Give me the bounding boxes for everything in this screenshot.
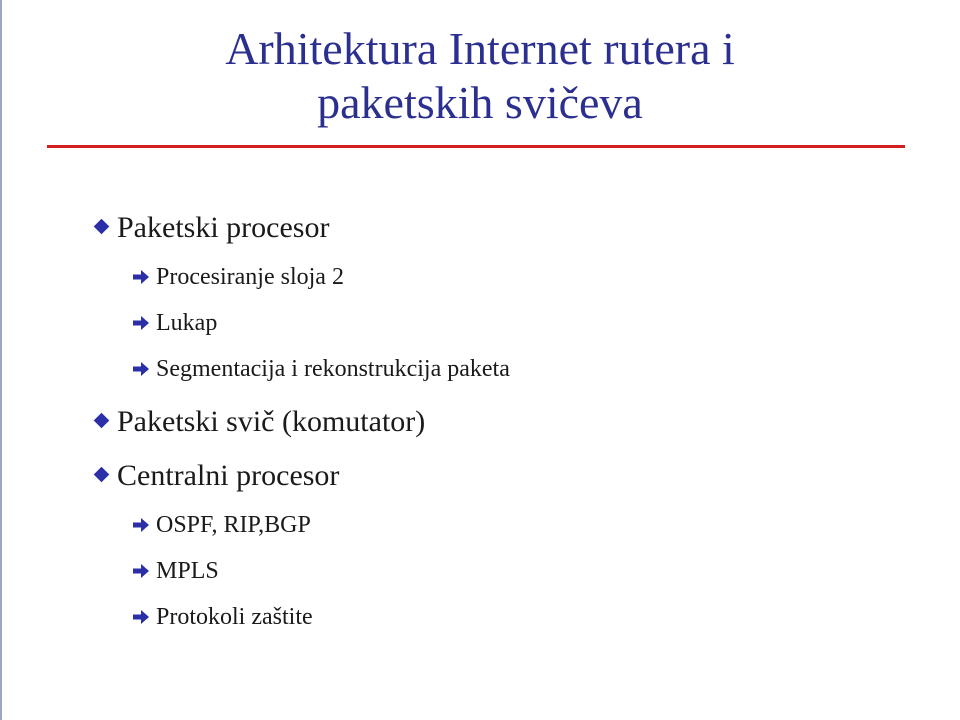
bullet-text: Paketski procesor bbox=[117, 211, 330, 244]
diamond-bullet-icon bbox=[94, 219, 110, 235]
slide-title-line-1: Arhitektura Internet rutera i bbox=[225, 23, 735, 74]
sub-bullet-item bbox=[132, 557, 219, 585]
sub-bullet-item bbox=[132, 263, 344, 291]
bullet-item bbox=[96, 405, 425, 439]
arrow-right-icon bbox=[132, 517, 152, 533]
sub-bullet-text: Lukap bbox=[156, 310, 218, 336]
bullet-text: Paketski svič (komutator) bbox=[117, 405, 426, 438]
sub-bullet-text: Protokoli zaštite bbox=[156, 604, 313, 630]
sub-bullet-text: MPLS bbox=[156, 558, 219, 584]
sub-bullet-item bbox=[132, 603, 313, 631]
arrow-right-icon bbox=[132, 609, 152, 625]
arrow-right-icon bbox=[132, 563, 152, 579]
bullet-item bbox=[96, 211, 329, 245]
slide-title-line-2: paketskih svičeva bbox=[317, 77, 643, 128]
bullet-text: Centralni procesor bbox=[117, 459, 340, 492]
arrow-right-icon bbox=[132, 361, 152, 377]
sub-bullet-item bbox=[132, 309, 217, 337]
sub-bullet-item bbox=[132, 355, 510, 383]
diamond-bullet-icon bbox=[94, 413, 110, 429]
sub-bullet-text: OSPF, RIP,BGP bbox=[156, 512, 311, 538]
sub-bullet-text: Segmentacija i rekonstrukcija paketa bbox=[156, 356, 510, 382]
arrow-right-icon bbox=[132, 269, 152, 285]
sub-bullet-text: Procesiranje sloja 2 bbox=[156, 264, 344, 290]
diamond-bullet-icon bbox=[94, 467, 110, 483]
bullet-item bbox=[96, 459, 339, 493]
arrow-right-icon bbox=[132, 315, 152, 331]
sub-bullet-item bbox=[132, 511, 311, 539]
